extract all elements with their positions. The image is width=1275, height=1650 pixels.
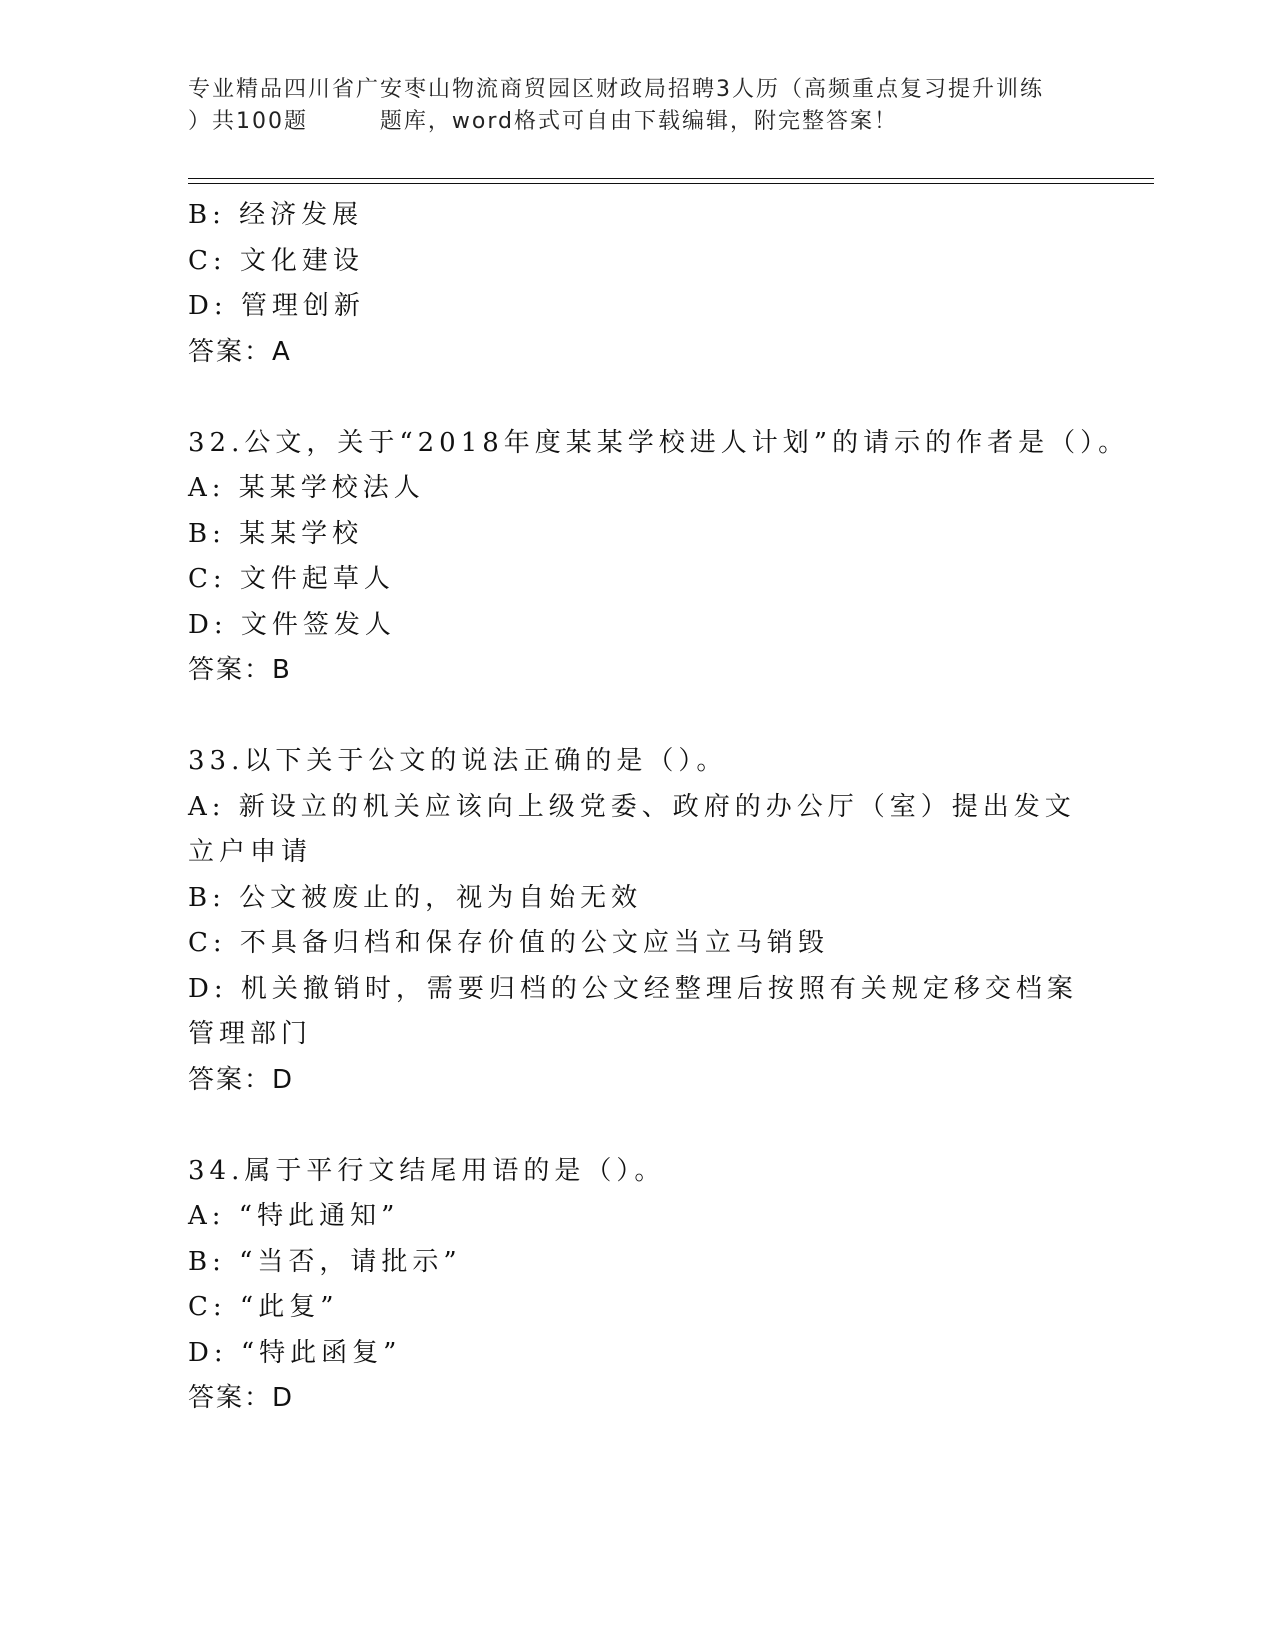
header-line-1: 专业精品四川省广安枣山物流商贸园区财政局招聘3人历（高频重点复习提升训练 [188, 77, 1044, 102]
document-body [188, 193, 1130, 1422]
option-d: D: 文件签发人 [188, 609, 396, 640]
option-c: C: 不具备归档和保存价值的公文应当立马销毁 [188, 928, 829, 958]
question-stem: 32.公文，关于“2018年度某某学校进人计划”的请示的作者是（）。 [188, 427, 1130, 458]
option-c: C: 文化建设 [188, 245, 364, 276]
answer: 答案：D [188, 1064, 295, 1095]
option-b: B: 公文被废止的，视为自始无效 [188, 882, 643, 913]
question-34 [188, 1149, 1088, 1422]
option-c: C: “此复” [188, 1292, 339, 1322]
answer: 答案：B [188, 655, 292, 685]
question-stem: 33.以下关于公文的说法正确的是（）。 [188, 746, 728, 776]
header-divider-top [188, 178, 1154, 179]
answer: 答案：A [188, 336, 292, 367]
question-stem: 34.属于平行文结尾用语的是（）。 [188, 1155, 666, 1186]
spacer [188, 375, 1088, 421]
question-31-tail [188, 193, 1088, 375]
option-a: A: “特此通知” [188, 1201, 400, 1231]
option-b: B: 某某学校 [188, 518, 364, 549]
question-33 [188, 739, 1088, 1103]
option-b: B: “当否，请批示” [188, 1246, 462, 1277]
option-c: C: 文件起草人 [188, 564, 395, 594]
option-d: D: 机关撤销时，需要归档的公文经整理后按照有关规定移交档案管理部门 [188, 973, 1078, 1049]
page-header [188, 74, 1088, 138]
option-a: A: 新设立的机关应该向上级党委、政府的办公厅（室）提出发文立户申请 [188, 791, 1076, 867]
question-32 [188, 421, 1130, 694]
header-line-2: ）共100题 题库，word格式可自由下载编辑，附完整答案！ [188, 109, 899, 134]
answer: 答案：D [188, 1383, 295, 1413]
spacer [188, 1103, 1088, 1149]
option-d: D: 管理创新 [188, 291, 365, 321]
header-divider-bottom [188, 183, 1154, 184]
option-b: B: 经济发展 [188, 200, 364, 230]
option-d: D: “特此函复” [188, 1337, 402, 1368]
spacer [188, 694, 1088, 740]
option-a: A: 某某学校法人 [188, 473, 425, 503]
